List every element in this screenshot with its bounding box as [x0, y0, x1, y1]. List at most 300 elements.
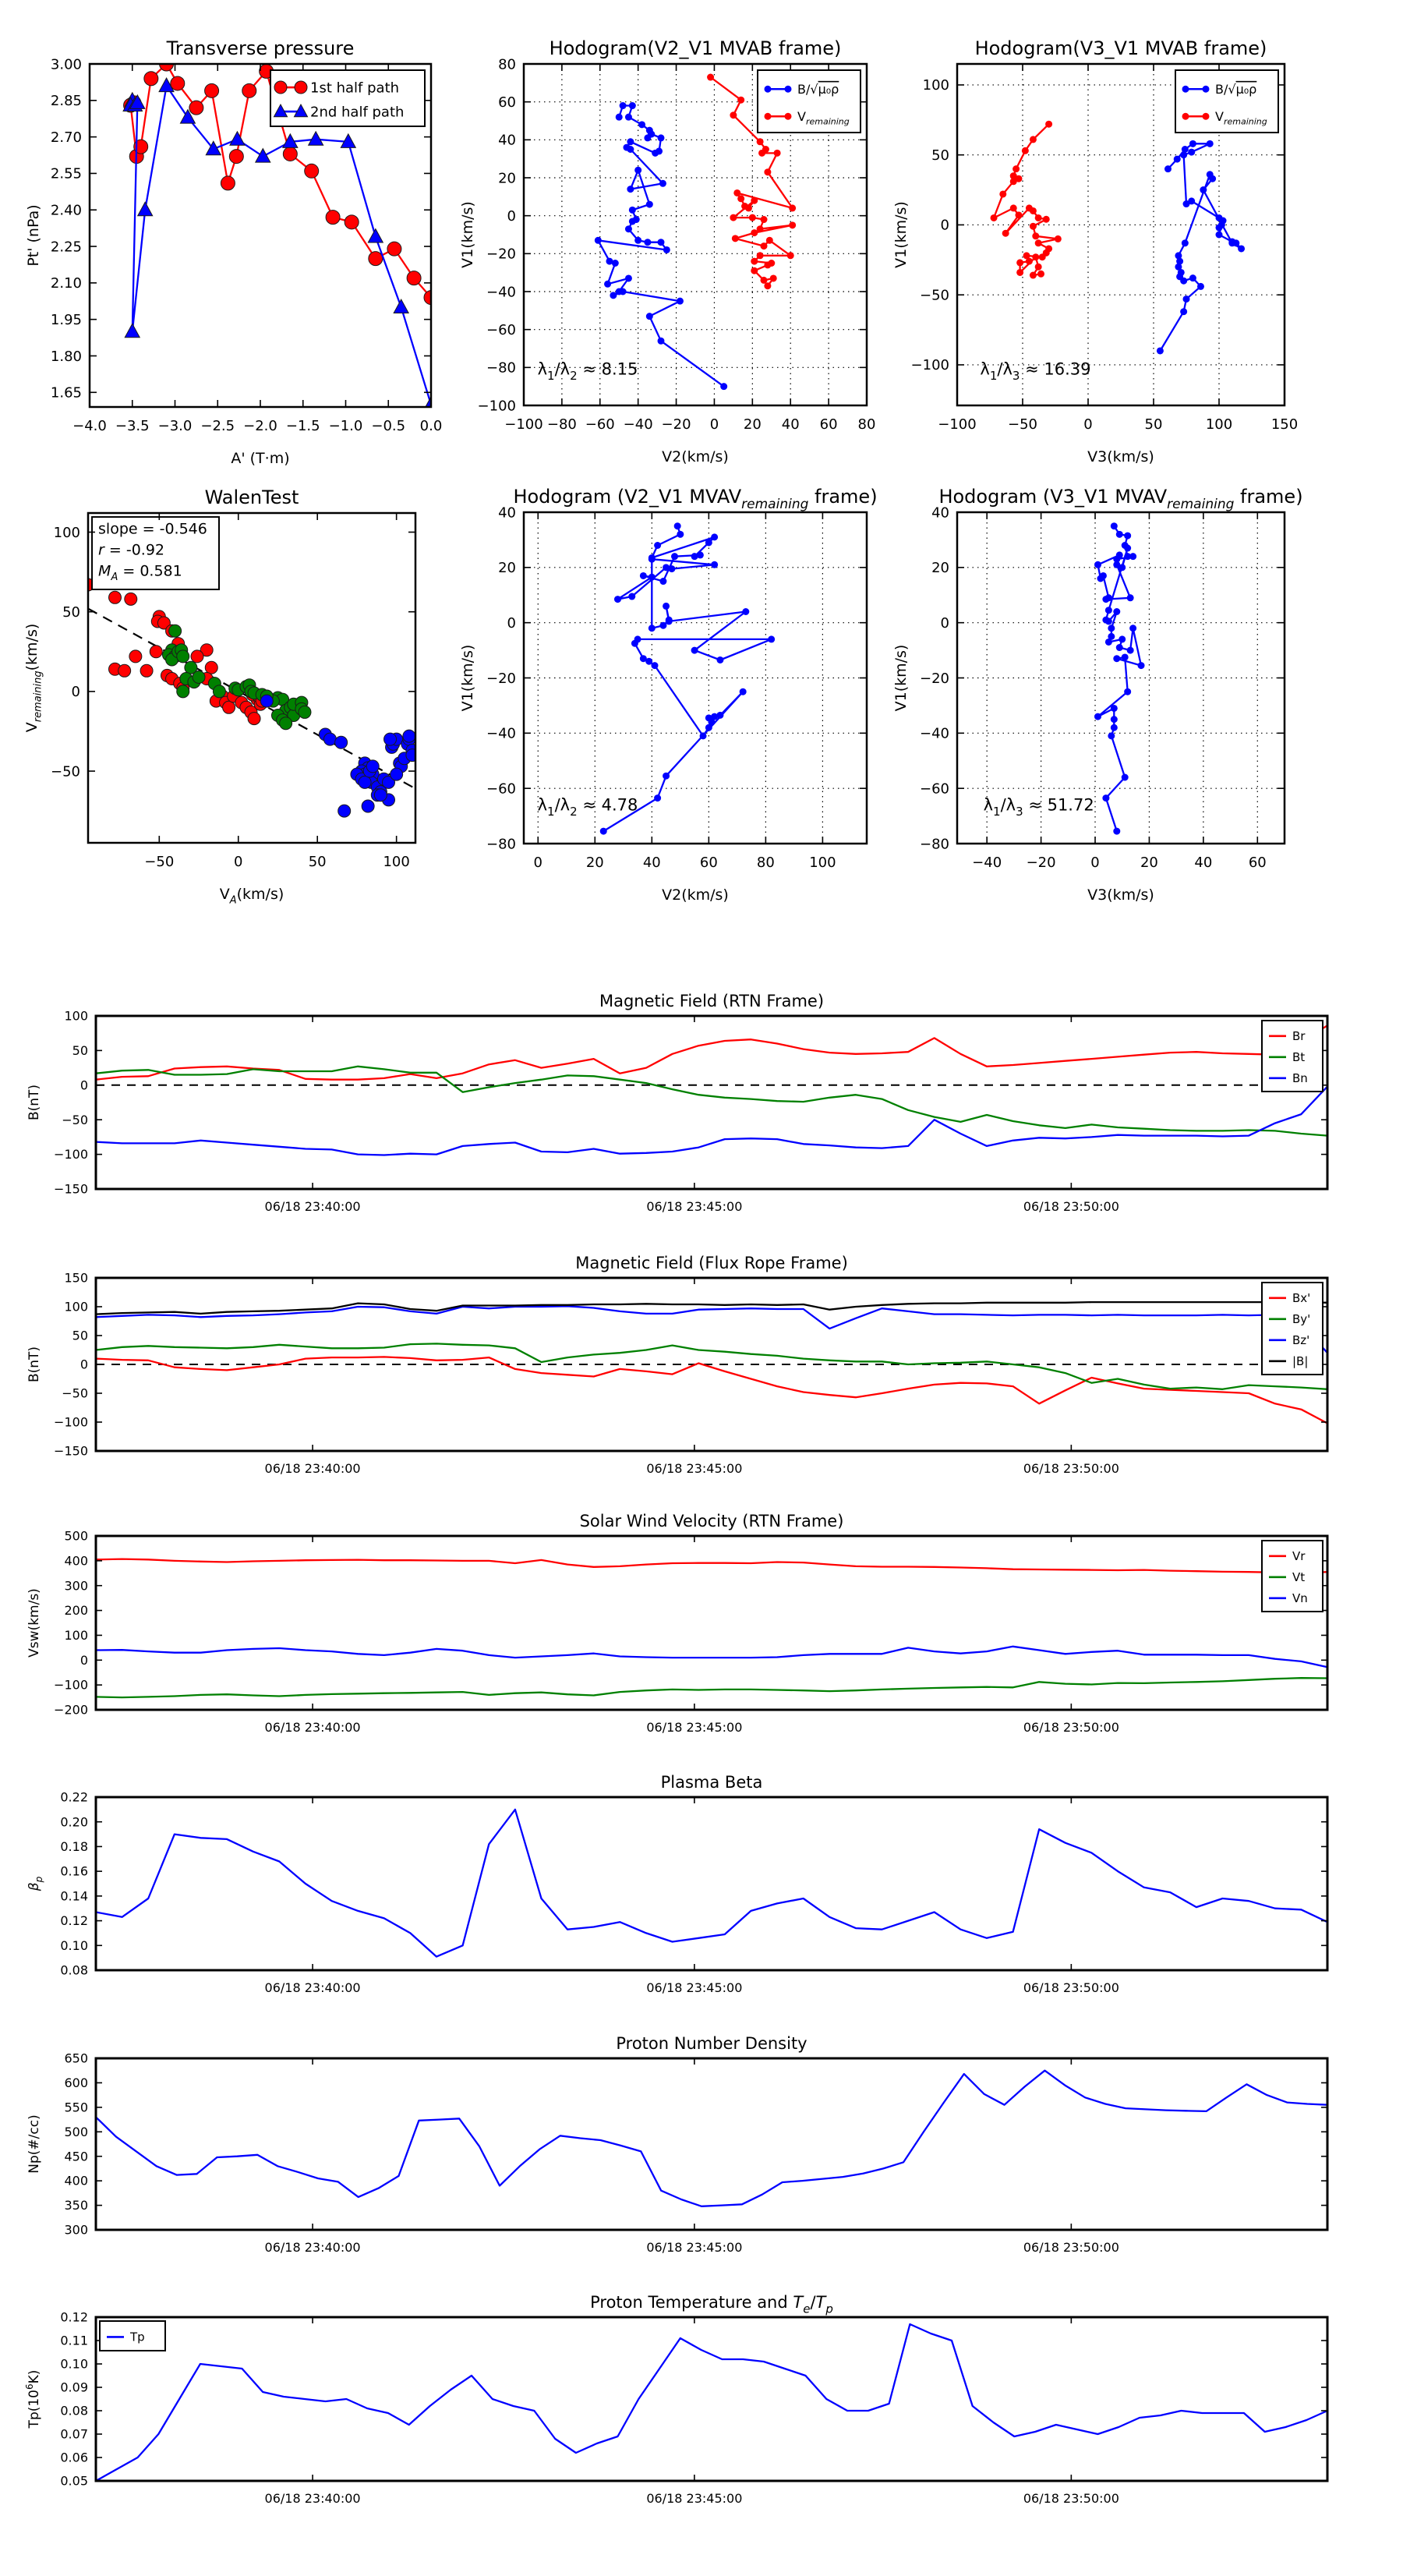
- y-tick-label: 2.70: [50, 129, 82, 146]
- y-tick-label: −60: [486, 321, 516, 338]
- circle-marker: [1030, 136, 1037, 143]
- triangle-marker: [309, 132, 323, 146]
- circle-marker: [1228, 239, 1235, 246]
- circle-marker: [1207, 171, 1214, 178]
- circle-marker: [610, 292, 617, 299]
- annotation-line: $\lambda_1/\lambda_3 \approx 16.39$: [980, 359, 1091, 383]
- circle-marker: [1035, 264, 1042, 271]
- circle-marker: [663, 603, 670, 610]
- y-tick-label: 350: [64, 2198, 88, 2213]
- circle-marker: [1238, 245, 1245, 252]
- series-B: [1098, 526, 1142, 831]
- circle-marker: [1111, 716, 1118, 723]
- annotation-line: $\lambda_1/\lambda_2 \approx 4.78$: [537, 795, 638, 819]
- legend-label: By': [1292, 1312, 1311, 1327]
- plot-area: [96, 1559, 1327, 1698]
- y-tick-label: 2.85: [50, 93, 82, 110]
- x-tick-label: 06/18 23:45:00: [646, 1720, 743, 1735]
- legend-label: B/√μ₀ρ: [1215, 81, 1257, 97]
- circle-marker: [648, 556, 656, 563]
- triangle-marker: [256, 149, 270, 163]
- x-tick-label: 20: [1140, 855, 1158, 871]
- series-markers-B: [1094, 522, 1145, 834]
- y-tick-label: 50: [72, 1328, 88, 1343]
- legend-label: Vr: [1292, 1549, 1306, 1564]
- circle-marker: [1203, 86, 1210, 93]
- circle-marker: [1180, 151, 1187, 158]
- y-tick-label: 0.10: [60, 2356, 88, 2372]
- circle-marker: [1015, 211, 1022, 218]
- x-tick-label: 0: [533, 855, 542, 871]
- x-tick-label: 06/18 23:50:00: [1023, 1980, 1119, 1995]
- y-tick-label: −50: [62, 1385, 88, 1401]
- circle-marker: [620, 288, 627, 295]
- circle-marker: [1220, 218, 1227, 225]
- y-tick-label: 0.18: [60, 1839, 88, 1855]
- circle-marker: [1164, 165, 1172, 172]
- circle-marker: [1129, 553, 1136, 560]
- y-tick-label: 0: [507, 207, 516, 225]
- series-B: [1160, 143, 1241, 351]
- circle-marker: [384, 733, 397, 745]
- circle-marker: [1016, 259, 1023, 266]
- circle-marker: [765, 86, 772, 93]
- y-tick-label: −20: [486, 670, 516, 687]
- y-tick-label: −80: [920, 836, 949, 853]
- ticks: [96, 2058, 1327, 2230]
- circle-marker: [1022, 147, 1029, 154]
- circle-marker: [652, 150, 659, 157]
- circle-marker: [663, 773, 670, 780]
- circle-marker: [737, 97, 744, 104]
- series-B: [603, 526, 772, 831]
- panel-hod_v3v1_mvav: [892, 486, 1303, 904]
- y-tick-label: 0.09: [60, 2380, 88, 2395]
- annotation-line: $M_A = 0.581$: [98, 562, 182, 584]
- y-tick-label: 100: [53, 524, 80, 541]
- circle-marker: [1119, 564, 1126, 571]
- circle-marker: [1039, 253, 1046, 260]
- series-markers-B: [600, 522, 775, 834]
- x-axis-label: V3(km/s): [1087, 448, 1154, 465]
- x-tick-label: 06/18 23:45:00: [646, 2240, 743, 2255]
- x-tick-label: −80: [546, 416, 577, 433]
- circle-marker: [274, 81, 287, 94]
- x-tick-label: 06/18 23:40:00: [264, 2240, 361, 2255]
- y-axis-label: B(nT): [27, 1084, 42, 1121]
- circle-marker: [213, 685, 225, 698]
- circle-marker: [651, 662, 658, 669]
- circle-marker: [1182, 86, 1189, 93]
- circle-marker: [628, 593, 635, 600]
- circle-marker: [620, 102, 627, 109]
- panel-vsw: [27, 1512, 1327, 1735]
- x-tick-label: −3.5: [115, 418, 150, 434]
- circle-marker: [1105, 639, 1112, 646]
- circle-marker: [785, 113, 792, 120]
- circle-marker: [280, 717, 292, 730]
- circle-marker: [1188, 149, 1195, 156]
- x-tick-label: 06/18 23:40:00: [264, 1199, 361, 1214]
- y-tick-label: 0: [940, 614, 949, 632]
- circle-marker: [761, 216, 768, 223]
- panel-tp: [24, 2293, 1327, 2506]
- legend-label: |B|: [1292, 1354, 1309, 1369]
- circle-marker: [1045, 121, 1052, 128]
- x-axis-label: $V_A(km/s)$: [219, 886, 284, 907]
- circle-marker: [751, 197, 758, 204]
- circle-marker: [625, 225, 632, 232]
- x-tick-label: 0.0: [419, 418, 443, 434]
- circle-marker: [768, 635, 775, 642]
- plot-area: [96, 1302, 1327, 1423]
- legend-label: Br: [1292, 1029, 1306, 1044]
- legend-label: Tp: [130, 2330, 145, 2344]
- circle-marker: [374, 789, 387, 801]
- y-tick-label: −200: [54, 1702, 88, 1718]
- circle-marker: [362, 800, 374, 812]
- series-|B|: [96, 1302, 1327, 1315]
- y-tick-label: 0.06: [60, 2450, 88, 2465]
- y-tick-label: 0.08: [60, 1962, 88, 1978]
- x-tick-label: 20: [743, 416, 762, 433]
- circle-marker: [1035, 214, 1042, 221]
- x-tick-label: −100: [504, 416, 543, 433]
- circle-marker: [787, 252, 794, 259]
- circle-marker: [1189, 140, 1196, 147]
- circle-marker: [737, 195, 744, 202]
- y-tick-label: 0.12: [60, 2309, 88, 2325]
- y-tick-label: 200: [64, 1603, 88, 1619]
- circle-marker: [674, 522, 681, 529]
- circle-marker: [1043, 216, 1050, 223]
- x-axis-label: A' (T·m): [231, 450, 290, 467]
- triangle-marker: [230, 132, 245, 146]
- y-tick-label: 100: [922, 77, 949, 94]
- circle-marker: [640, 572, 647, 579]
- y-tick-label: −60: [486, 780, 516, 798]
- x-tick-label: −50: [144, 854, 175, 870]
- circle-marker: [745, 204, 752, 211]
- circle-marker: [751, 258, 758, 265]
- y-tick-label: 0: [80, 1357, 88, 1372]
- series-markers-B: [1157, 140, 1245, 355]
- circle-marker: [648, 574, 656, 581]
- x-tick-label: 06/18 23:40:00: [264, 1461, 361, 1476]
- circle-marker: [1102, 596, 1109, 603]
- ticks: [96, 1016, 1327, 1189]
- series-Vt: [96, 1678, 1327, 1697]
- y-tick-label: 0.22: [60, 1789, 88, 1805]
- x-tick-label: −2.0: [243, 418, 277, 434]
- circle-marker: [1010, 178, 1017, 185]
- circle-marker: [223, 701, 235, 713]
- circle-marker: [260, 695, 273, 707]
- legend-label: 2nd half path: [310, 104, 405, 121]
- plot-area: [82, 579, 419, 817]
- circle-marker: [1010, 204, 1017, 211]
- circle-marker: [369, 252, 383, 266]
- y-tick-label: 0: [80, 1652, 88, 1668]
- annotation: [538, 796, 638, 819]
- circle-marker: [1180, 308, 1187, 315]
- axes-box: [96, 2317, 1327, 2481]
- x-tick-label: 0: [709, 416, 719, 433]
- circle-marker: [600, 828, 607, 835]
- circle-marker: [691, 647, 698, 654]
- circle-marker: [765, 113, 772, 120]
- circle-marker: [1105, 607, 1112, 614]
- x-tick-label: 50: [1144, 416, 1163, 433]
- y-tick-label: −50: [51, 763, 80, 780]
- legend: [1175, 70, 1278, 133]
- circle-marker: [1102, 794, 1109, 801]
- circle-marker: [789, 204, 796, 211]
- circle-marker: [299, 706, 311, 718]
- y-axis-label: $Tp(10^6K)$: [23, 2369, 42, 2429]
- x-tick-label: −40: [972, 855, 1002, 871]
- y-tick-label: 0.12: [60, 1913, 88, 1929]
- panel-walen: [23, 487, 419, 907]
- annotation: [92, 517, 219, 589]
- y-tick-label: 0.11: [60, 2333, 88, 2348]
- legend-label: Vt: [1292, 1570, 1306, 1585]
- y-tick-label: 40: [931, 504, 949, 522]
- y-tick-label: 1.95: [50, 311, 82, 328]
- panel-title: Hodogram(V2_V1 MVAB frame): [549, 37, 842, 59]
- circle-marker: [150, 646, 162, 658]
- circle-marker: [1111, 705, 1118, 712]
- circle-marker: [751, 267, 758, 274]
- x-tick-label: 06/18 23:40:00: [264, 1980, 361, 1995]
- panel-title: WalenTest: [204, 487, 299, 508]
- legend-label: Bx': [1292, 1291, 1311, 1306]
- circle-marker: [1113, 828, 1120, 835]
- legend-label: B/√μ₀ρ: [797, 81, 839, 97]
- y-tick-label: −100: [54, 1414, 88, 1430]
- circle-marker: [646, 201, 653, 208]
- y-tick-label: 100: [64, 1628, 88, 1644]
- circle-marker: [1200, 186, 1207, 193]
- y-tick-label: 0.05: [60, 2473, 88, 2489]
- circle-marker: [338, 805, 351, 817]
- x-tick-label: 100: [1205, 416, 1233, 433]
- circle-marker: [671, 553, 678, 560]
- circle-marker: [668, 565, 675, 572]
- y-tick-label: 1.65: [50, 384, 82, 402]
- ticks: [96, 1797, 1327, 1970]
- y-tick-label: 50: [931, 147, 949, 164]
- panel-title: Proton Temperature and $T_e/T_p$: [590, 2293, 833, 2316]
- x-tick-label: −3.0: [157, 418, 193, 434]
- circle-marker: [659, 180, 666, 187]
- circle-marker: [629, 102, 636, 109]
- circle-marker: [1108, 625, 1115, 632]
- x-tick-label: 40: [781, 416, 800, 433]
- panel-title: Proton Number Density: [616, 2034, 808, 2053]
- y-axis-label: Np(#/cc): [27, 2114, 42, 2174]
- circle-marker: [614, 596, 621, 603]
- circle-marker: [1002, 230, 1009, 237]
- y-tick-label: 2.55: [50, 165, 82, 182]
- x-tick-label: −50: [1008, 416, 1037, 433]
- series-Tp: [96, 2324, 1327, 2481]
- y-tick-label: 50: [72, 1043, 88, 1058]
- circle-marker: [757, 225, 764, 232]
- circle-marker: [1119, 635, 1126, 642]
- circle-marker: [770, 274, 777, 281]
- y-tick-label: −100: [54, 1147, 88, 1162]
- circle-marker: [1116, 531, 1123, 538]
- series-Vr: [96, 1559, 1327, 1573]
- circle-marker: [403, 730, 415, 742]
- legend: [1262, 1021, 1323, 1092]
- circle-marker: [758, 150, 765, 157]
- y-tick-label: −50: [62, 1112, 88, 1127]
- circle-marker: [716, 656, 723, 663]
- circle-marker: [305, 164, 319, 178]
- circle-marker: [1113, 655, 1120, 662]
- y-tick-label: 60: [498, 94, 516, 111]
- y-tick-label: 2.10: [50, 275, 82, 292]
- y-axis-label: Pt' (nPa): [25, 204, 42, 267]
- y-tick-label: −100: [54, 1677, 88, 1693]
- x-tick-label: −0.5: [371, 418, 406, 434]
- axes-box: [957, 512, 1285, 844]
- y-tick-label: 80: [498, 56, 516, 73]
- circle-marker: [1037, 271, 1044, 278]
- y-tick-label: 400: [64, 2173, 88, 2189]
- circle-marker: [638, 121, 645, 128]
- circle-marker: [391, 768, 403, 780]
- circle-marker: [295, 81, 307, 94]
- y-tick-label: 650: [64, 2051, 88, 2066]
- circle-marker: [1012, 165, 1020, 172]
- x-tick-label: 60: [699, 855, 718, 871]
- circle-marker: [345, 215, 359, 229]
- circle-marker: [169, 625, 182, 637]
- y-axis-label: Vsw(km/s): [27, 1588, 42, 1658]
- circle-marker: [144, 72, 158, 86]
- circle-marker: [659, 578, 666, 585]
- circle-marker: [631, 640, 638, 647]
- panel-title: Magnetic Field (Flux Rope Frame): [575, 1254, 848, 1272]
- circle-marker: [1094, 713, 1101, 720]
- series-Bt: [96, 1067, 1327, 1136]
- x-tick-label: −20: [1026, 855, 1056, 871]
- circle-marker: [646, 313, 653, 320]
- circle-marker: [205, 83, 219, 97]
- circle-marker: [711, 561, 718, 568]
- y-tick-label: −100: [477, 398, 516, 415]
- circle-marker: [171, 76, 185, 90]
- y-tick-label: −20: [486, 246, 516, 263]
- circle-marker: [1182, 239, 1189, 246]
- y-tick-label: 400: [64, 1553, 88, 1569]
- series-2nd half path: [131, 86, 431, 405]
- circle-marker: [1216, 225, 1223, 232]
- y-tick-label: 20: [931, 560, 949, 577]
- x-tick-label: −1.0: [328, 418, 363, 434]
- axes-box: [96, 2058, 1327, 2230]
- circle-marker: [1129, 625, 1136, 632]
- circle-marker: [1100, 572, 1107, 579]
- y-tick-label: 500: [64, 2124, 88, 2139]
- y-tick-label: 40: [498, 132, 516, 149]
- ticks: [96, 2317, 1327, 2481]
- circle-marker: [629, 207, 636, 214]
- circle-marker: [730, 111, 737, 119]
- x-tick-label: 40: [642, 855, 661, 871]
- y-tick-label: 2.40: [50, 202, 82, 219]
- x-axis-label: V2(km/s): [662, 886, 729, 904]
- panel-transverse: [25, 37, 442, 467]
- circle-marker: [406, 749, 419, 762]
- y-tick-label: 20: [498, 560, 516, 577]
- y-tick-label: 0: [507, 614, 516, 632]
- y-tick-label: −60: [920, 780, 949, 798]
- legend-label: Vn: [1292, 1591, 1308, 1606]
- circle-marker: [205, 661, 217, 674]
- y-tick-label: 300: [64, 2222, 88, 2238]
- circle-marker: [658, 338, 665, 345]
- y-tick-label: 150: [64, 1270, 88, 1286]
- axes-box: [96, 1797, 1327, 1970]
- x-tick-label: −2.5: [200, 418, 235, 434]
- circle-marker: [595, 237, 602, 244]
- circle-marker: [789, 221, 796, 228]
- panel-beta: [27, 1773, 1327, 1995]
- x-tick-label: −4.0: [72, 418, 107, 434]
- circle-marker: [616, 114, 623, 121]
- series-markers-B: [595, 102, 727, 390]
- circle-marker: [1124, 533, 1131, 540]
- circle-marker: [335, 736, 348, 748]
- panel-title: Plasma Beta: [660, 1773, 763, 1792]
- circle-marker: [359, 776, 371, 788]
- plot-area: [96, 1025, 1327, 1155]
- series-Bz': [96, 1306, 1327, 1353]
- circle-marker: [283, 147, 297, 161]
- circle-marker: [757, 138, 764, 145]
- circle-marker: [242, 83, 256, 97]
- panel-mf_rtn: [27, 992, 1327, 1214]
- y-tick-label: −20: [920, 670, 949, 687]
- circle-marker: [742, 608, 749, 615]
- circle-marker: [140, 664, 153, 677]
- x-tick-label: 0: [1090, 855, 1100, 871]
- circle-marker: [625, 114, 632, 121]
- x-tick-label: 06/18 23:45:00: [646, 1199, 743, 1214]
- legend-label: $V_{remaining}$: [797, 108, 850, 127]
- circle-marker: [1197, 283, 1204, 290]
- circle-marker: [627, 146, 634, 153]
- circle-marker: [751, 229, 758, 236]
- ticks: [957, 512, 1285, 844]
- y-tick-label: 300: [64, 1578, 88, 1594]
- circle-marker: [118, 664, 131, 677]
- circle-marker: [700, 732, 707, 739]
- circle-marker: [1127, 594, 1134, 601]
- x-axis-label: V3(km/s): [1087, 886, 1154, 904]
- panel-title: Transverse pressure: [166, 37, 355, 59]
- panel-np: [27, 2034, 1327, 2255]
- circle-marker: [387, 242, 401, 256]
- x-tick-label: 06/18 23:50:00: [1023, 1199, 1119, 1214]
- x-tick-label: 150: [1270, 416, 1299, 433]
- y-tick-label: 0: [71, 684, 80, 701]
- circle-marker: [634, 167, 641, 174]
